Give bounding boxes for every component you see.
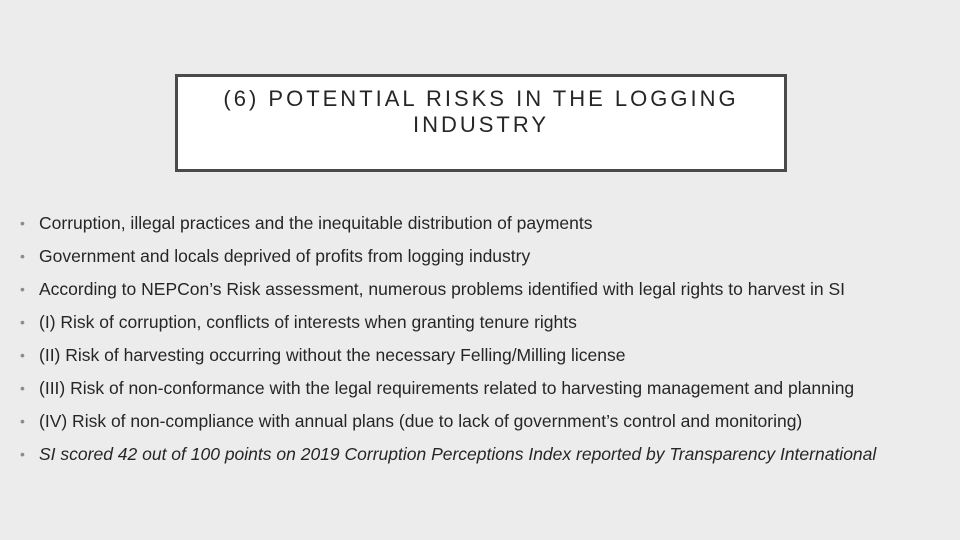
slide-title-line-2: INDUSTRY xyxy=(412,112,550,137)
bullet-dot-icon: • xyxy=(20,446,25,462)
bullet-dot-icon: • xyxy=(20,314,25,330)
bullet-dot-icon: • xyxy=(20,281,25,297)
bullet-dot-icon: • xyxy=(20,347,25,363)
slide-title-line-1: (6) POTENTIAL RISKS IN THE LOGGING xyxy=(223,86,739,111)
bullet-dot-icon: • xyxy=(20,380,25,396)
bullet-item xyxy=(20,410,928,433)
bullet-item xyxy=(20,311,928,334)
bullet-item xyxy=(20,344,928,367)
bullet-text: SI scored 42 out of 100 points on 2019 Corruption Perceptions Index reported by Transparency International xyxy=(39,444,877,464)
bullet-dot-icon: • xyxy=(20,248,25,264)
bullet-item xyxy=(20,443,928,466)
bullet-text: (I) Risk of corruption, conflicts of interests when granting tenure rights xyxy=(39,312,577,332)
bullet-item xyxy=(20,377,928,400)
title-box xyxy=(175,74,787,172)
bullet-dot-icon: • xyxy=(20,215,25,231)
bullet-text: According to NEPCon’s Risk assessment, numerous problems identified with legal rights to harvest in SI xyxy=(39,279,846,299)
bullet-item xyxy=(20,245,928,268)
bullet-text: (III) Risk of non-conformance with the legal requirements related to harvesting management and planning xyxy=(39,378,855,398)
bullet-text: Corruption, illegal practices and the inequitable distribution of payments xyxy=(39,213,593,233)
bullet-dot-icon: • xyxy=(20,413,25,429)
bullet-list xyxy=(20,212,928,476)
bullet-text: Government and locals deprived of profits from logging industry xyxy=(39,246,531,266)
bullet-item xyxy=(20,212,928,235)
bullet-item xyxy=(20,278,928,301)
slide-title xyxy=(178,86,784,138)
bullet-text: (IV) Risk of non-compliance with annual plans (due to lack of government’s control and monitoring) xyxy=(39,411,803,431)
bullet-text: (II) Risk of harvesting occurring without the necessary Felling/Milling license xyxy=(39,345,626,365)
